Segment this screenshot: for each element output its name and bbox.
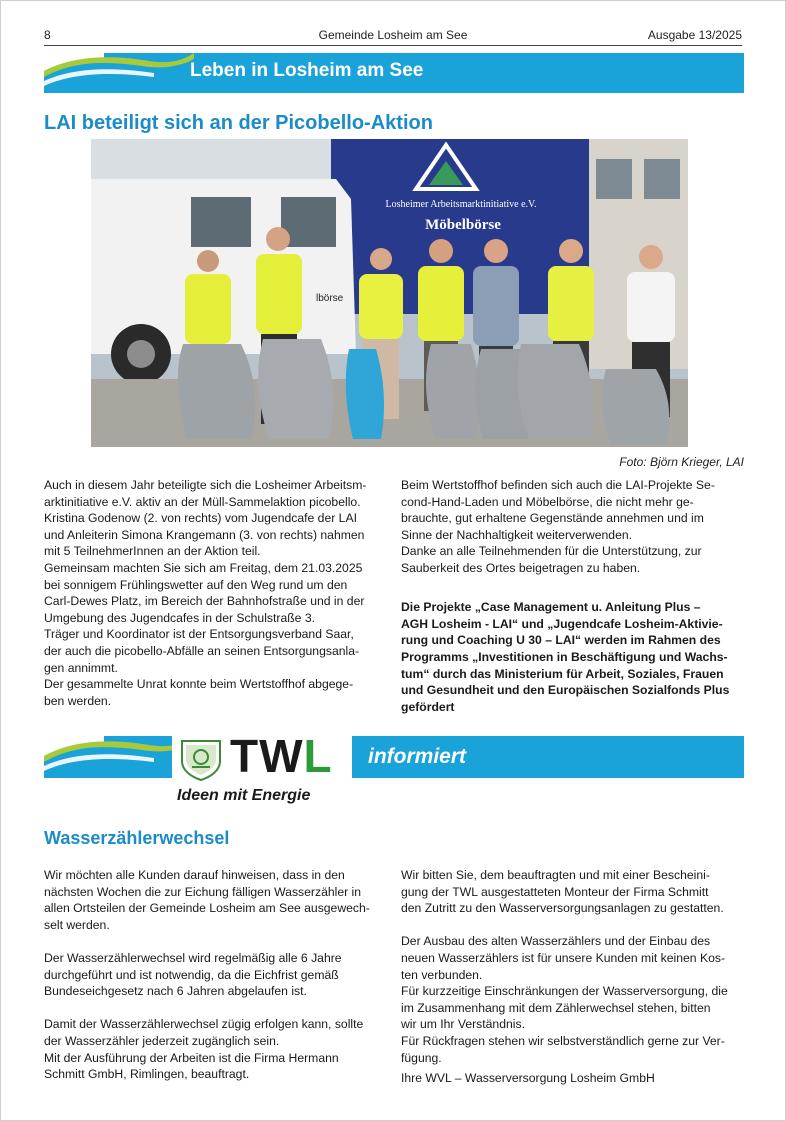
notice-line: den Zutritt zu den Wasserversorgungsanlagen zu gestatten.: [401, 901, 724, 916]
article-left-line: Auch in diesem Jahr beteiligte sich die Losheimer Arbeitsm-: [44, 478, 367, 492]
notice-line: Schmitt GmbH, Rimlingen, beauftragt.: [44, 1067, 250, 1082]
article-right-line: cond-Hand-Laden und Möbelbörse, die nicht mehr ge-: [401, 494, 694, 509]
article-right-column: [401, 477, 744, 715]
publication-name: Gemeinde Losheim am See: [318, 28, 468, 42]
notice-line: Der Wasserzählerwechsel wird regelmäßig alle 6 Jahre: [44, 950, 342, 965]
article-left-line: und Anleiterin Simona Krangemann (3. von rechts) nahmen: [44, 527, 365, 542]
notice-line: Für kurzzeitige Einschränkungen der Wasserversorgung, die: [401, 984, 728, 999]
article-left-line: Kristina Godenow (2. von rechts) vom Jugendcafe der LAI: [44, 511, 357, 526]
notice-line: nächsten Wochen die zur Eichung fälligen Wasserzähler in: [44, 884, 362, 899]
notice-line: Damit der Wasserzählerwechsel zügig erfolgen kann, sollte: [44, 1017, 364, 1032]
article-right-line: Danke an alle Teilnehmenden für die Unterstützung, zur: [401, 544, 702, 559]
article-left-line: Gemeinsam machten Sie sich am Freitag, dem 21.03.2025: [44, 560, 363, 575]
group-photo-illustration: [91, 139, 688, 447]
notice-title: Wasserzählerwechsel: [44, 828, 230, 848]
article-left-line: gen annimmt.: [44, 660, 118, 675]
funding-line: rung und Coaching U 30 – LAI“ werden im Rahmen des: [401, 633, 721, 648]
notice-line: ten verbunden.: [401, 967, 483, 982]
notice-line: gung der TWL ausgestatteten Monteur der Firma Schmitt: [401, 884, 709, 899]
article-left-line: arktinitiative e.V. aktiv an der Müll-Sammelaktion picobello.: [44, 494, 361, 509]
issue-label: Ausgabe 13/2025: [647, 28, 742, 42]
photo-credit: Foto: Björn Krieger, LAI: [619, 455, 744, 469]
notice-line: Mit der Ausführung der Arbeiten ist die Firma Hermann: [44, 1050, 339, 1065]
article-left-line: Der gesammelte Unrat konnte beim Wertstoffhof abgege-: [44, 677, 354, 692]
twl-banner-label: informiert: [368, 745, 467, 768]
swoosh-icon: [44, 53, 194, 93]
article-title: LAI beteiligt sich an der Picobello-Aktion: [44, 112, 433, 134]
article-left-column: [44, 477, 385, 709]
twl-logo: [172, 730, 352, 807]
notice-line: fügung.: [401, 1050, 442, 1065]
notice-line: im Zusammenhang mit dem Zählerwechsel stehen, bitten: [401, 1000, 711, 1015]
article-left-line: Träger und Koordinator ist der Entsorgungsverband Saar,: [44, 627, 354, 642]
article-left-line: der auch die picobello-Abfälle an seinen Entsorgungsanla-: [44, 643, 360, 658]
twl-wordmark-l: L: [303, 730, 333, 782]
notice-line: Wir bitten Sie, dem beauftragten und mit einer Bescheini-: [401, 868, 710, 882]
article-left-line: Umgebung des Jugendcafes in der Schulstraße 3.: [44, 610, 315, 625]
notice-left-column: [44, 867, 385, 1083]
article-right-line: Beim Wertstoffhof befinden sich auch die LAI-Projekte Se-: [401, 478, 715, 492]
notice-line: selt werden.: [44, 917, 110, 932]
article-right-line: Sinne der Nachhaltigkeit weiterverwenden.: [401, 527, 633, 542]
article-left-line: bei sonnigem Frühlingswetter auf den Weg rund um den: [44, 577, 348, 592]
funding-line: tum“ durch das Ministerium für Arbeit, Soziales, Frauen: [401, 666, 724, 681]
truck-text-line2: Möbelbörse: [425, 217, 501, 233]
notice-line: Für Rückfragen stehen wir selbstverständlich gerne zur Ver-: [401, 1033, 725, 1048]
article-photo: [91, 139, 688, 447]
funding-line: Programms „Investitionen in Beschäftigung und Wachs-: [401, 649, 728, 664]
funding-line: und Gesundheit und den Europäischen Sozialfonds Plus: [401, 683, 730, 698]
funding-note: [401, 599, 744, 715]
twl-wordmark-tw: TW: [230, 730, 304, 782]
article-left-line: Carl-Dewes Platz, im Bereich der Bahnhofstraße und in der: [44, 594, 365, 609]
notice-line: durchgeführt und ist notwendig, da die Eichfrist gemäß: [44, 967, 339, 982]
notice-line: wir um Ihr Verständnis.: [401, 1017, 525, 1032]
notice-signature: Ihre WVL – Wasserversorgung Losheim GmbH: [401, 1071, 655, 1086]
funding-line: gefördert: [401, 699, 455, 714]
notice-line: neuen Wasserzählers ist für unsere Kunden mit keinen Kos-: [401, 950, 726, 965]
article-right-line: Sauberkeit des Ortes beigetragen zu haben.: [401, 560, 641, 575]
truck-text-line1: Losheimer Arbeitsmarktinitiative e.V.: [385, 199, 537, 210]
funding-line: Die Projekte „Case Management u. Anleitung Plus –: [401, 600, 701, 615]
section-banner-title: Leben in Losheim am See: [190, 60, 424, 81]
article-left-line: mit 5 TeilnehmerInnen an der Aktion teil.: [44, 544, 261, 559]
page-number: 8: [44, 28, 51, 42]
funding-line: AGH Losheim - LAI“ und „Jugendcafe Losheim-Aktivie-: [401, 616, 723, 631]
notice-line: Der Ausbau des alten Wasserzählers und der Einbau des: [401, 934, 711, 949]
notice-line: Wir möchten alle Kunden darauf hinweisen, dass in den: [44, 868, 345, 882]
twl-banner: [44, 730, 744, 807]
running-header: [44, 28, 742, 44]
notice-line: allen Ortsteilen der Gemeinde Losheim am See ausgewech-: [44, 901, 370, 916]
van-text: lbörse: [316, 293, 344, 304]
header-rule: [44, 45, 742, 46]
article-left-line: ben werden.: [44, 693, 112, 708]
section-banner: [44, 53, 744, 93]
twl-slogan: Ideen mit Energie: [177, 787, 311, 804]
crest-icon: [178, 737, 224, 781]
notice-line: der Wasserzähler jederzeit zugänglich sein.: [44, 1033, 280, 1048]
article-right-line: brauchte, gut erhaltene Gegenstände annehmen und im: [401, 511, 704, 526]
notice-right-column: [401, 867, 744, 1087]
twl-wordmark: [230, 729, 333, 783]
notice-line: Bundeseichgesetz nach 6 Jahren abgelaufen ist.: [44, 984, 307, 999]
